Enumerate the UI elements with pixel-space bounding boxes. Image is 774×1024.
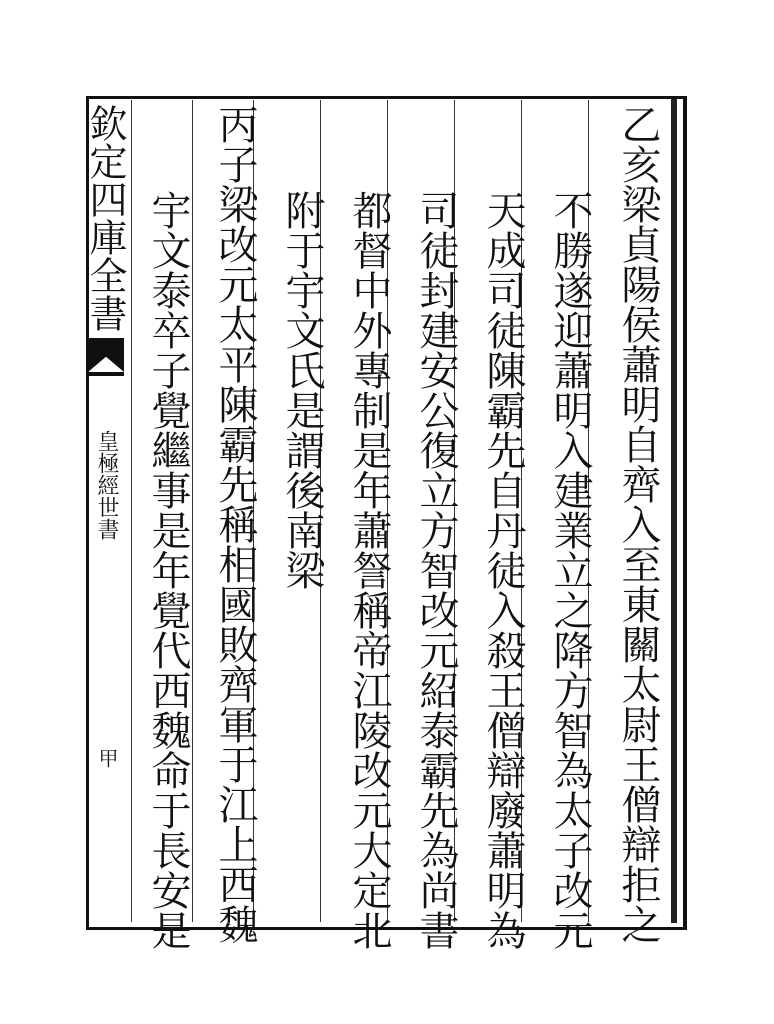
text-column-1: 乙亥梁貞陽侯蕭明自齊入至東關太尉王僧辯拒之: [615, 104, 661, 944]
fishtail-line: [88, 372, 124, 376]
column-rule: [131, 100, 132, 922]
text-column-7: 丙子梁改元太平陳霸先稱相國敗齊軍于江上西魏: [212, 104, 258, 944]
text-column-5: 都督中外專制是年蕭詧稱帝江陵改元大定北: [346, 190, 392, 950]
text-column-6: 附于宇文氏是謂後南梁: [279, 190, 325, 590]
text-column-3: 天成司徒陳霸先自丹徒入殺王僧辯廢蕭明為: [480, 190, 526, 950]
text-column-2: 不勝遂迎蕭明入建業立之降方智為太子改元: [547, 190, 593, 950]
frame-right-border: [671, 99, 677, 923]
text-column-8: 宇文泰卒子覺繼事是年覺代西魏命于長安是: [145, 190, 191, 950]
page-number: 甲: [95, 748, 119, 768]
volume-title: 皇極經世書: [94, 430, 119, 540]
book-title: 欽定四庫全書: [83, 104, 127, 332]
text-column-4: 司徒封建安公復立方智改元紹泰霸先為尚書: [413, 190, 459, 950]
column-rule: [192, 100, 193, 922]
